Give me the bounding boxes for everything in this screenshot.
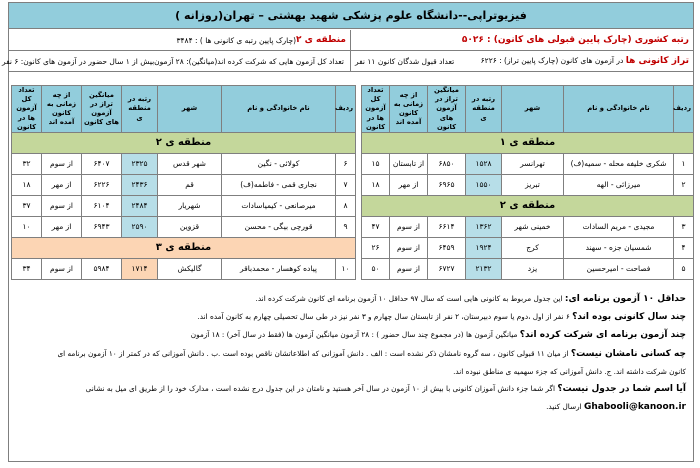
row-name: شمسیان جزه - سهند <box>564 237 674 258</box>
row-avg: ۶۱۰۴ <box>82 195 122 216</box>
header-count: تعداد کل آزمون ها در کانون <box>362 86 390 133</box>
note-q5: آیا اسم شما در جدول نیست؟ <box>557 384 686 395</box>
region2-heading: منطقه ی ۲ <box>362 195 694 216</box>
row-rank: ۱۳۶۲ <box>466 216 502 237</box>
row-name: شکری خلیفه محله - سمیه(ف) <box>564 153 674 174</box>
row-city: تهرانسر <box>502 153 564 174</box>
header-rank: رتبه در منطقه ی <box>466 86 502 133</box>
region2-heading: منطقه ی ۲ <box>12 132 356 153</box>
header-name: نام خانوادگی و نام <box>222 86 336 133</box>
row-since: از سوم <box>390 258 428 279</box>
header-count: تعداد کل آزمون ها در کانون <box>12 86 42 133</box>
stat-region2-rank <box>9 30 351 51</box>
note-q2: چند سال کانونی بوده اند؟ <box>572 312 686 323</box>
row-since: از تابستان <box>390 153 428 174</box>
row-count: ۲۶ <box>362 237 390 258</box>
row-count: ۱۸ <box>362 174 390 195</box>
row-avg: ۶۴۰۷ <box>82 153 122 174</box>
row-no: ۷ <box>336 174 356 195</box>
note-email-line <box>6 398 686 416</box>
row-avg: ۶۹۴۳ <box>82 216 122 237</box>
row-count: ۳۴ <box>12 258 42 279</box>
row-name: پیاده کوهسار - محمدباقر <box>222 258 336 279</box>
row-rank: ۱۹۲۴ <box>466 237 502 258</box>
header-rank: رتبه در منطقه ی <box>122 86 158 133</box>
stat-national-rank <box>351 30 693 51</box>
row-city: شهر قدس <box>158 153 222 174</box>
note-min-exams <box>6 290 686 308</box>
region2-label: منطقه ی ۲ <box>296 35 346 45</box>
row-city: قم <box>158 174 222 195</box>
header-city: شهر <box>502 86 564 133</box>
header-since: از چه زمانی به کانون آمده اند <box>42 86 82 133</box>
note-a2: ۶ نفر از اول ،دوم یا سوم دبیرستان، ۲ نفر از تابستان سال چهارم و ۳ نفر نیز در طی سال تحصیلی چهارم به کانون آمده اند. <box>197 312 573 322</box>
row-city: شهریار <box>158 195 222 216</box>
row-since: از مهر <box>42 216 82 237</box>
region2-rank-text: (چارک پایین رتبه ی کانونی ها ) : ۳۴۸۴ <box>176 35 297 45</box>
note-a5b: ارسال کنید. <box>546 402 584 412</box>
row-rank: ۱۵۲۸ <box>466 153 502 174</box>
stat-averages <box>1 51 351 72</box>
row-name: میرصانعی - کیمیاسادات <box>222 195 336 216</box>
row-avg: ۶۷۲۷ <box>428 258 466 279</box>
row-since: از سوم <box>42 195 82 216</box>
row-since: از سوم <box>42 153 82 174</box>
note-missing <box>6 345 686 363</box>
row-avg: ۶۴۵۹ <box>428 237 466 258</box>
row-city: یزد <box>502 258 564 279</box>
left-table <box>11 85 356 280</box>
row-city: قزوین <box>158 216 222 237</box>
note-a1: این جدول مربوط به کانونی هایی است که سال ۹۷ حداقل ۱۰ آزمون برنامه ای کانون شرکت کرده اند. <box>255 294 565 303</box>
accepted-count-text: تعداد قبول شدگان کانون ۱۱ نفر <box>355 56 455 66</box>
row-name: نجاری قمی - فاطمه(ف) <box>222 174 336 195</box>
row-city: کرج <box>502 237 564 258</box>
right-table-header <box>362 86 694 133</box>
row-city: گالیکش <box>158 258 222 279</box>
note-years <box>6 308 686 326</box>
row-no: ۴ <box>674 237 694 258</box>
header-avg: میانگین تراز در آزمون های کانون <box>82 86 122 133</box>
row-since: از سوم <box>390 237 428 258</box>
header-name: نام خانوادگی و نام <box>564 86 674 133</box>
row-since: از مهر <box>42 174 82 195</box>
row-avg: ۶۸۵۰ <box>428 153 466 174</box>
header-row: ردیف <box>674 86 694 133</box>
avg-exams-text: تعداد کل آزمون هایی که شرکت کرده اند(میانگین): ۲۸ آزمون <box>154 56 344 66</box>
table-row <box>362 174 694 195</box>
row-since: از مهر <box>390 174 428 195</box>
note-exam-count <box>6 326 686 344</box>
header-city: شهر <box>158 86 222 133</box>
row-no: ۵ <box>674 258 694 279</box>
row-rank: ۲۵۹۰ <box>122 216 158 237</box>
note-q1: حداقل ۱۰ آزمون برنامه ای: <box>564 294 686 304</box>
row-rank: ۱۷۱۴ <box>122 258 158 279</box>
level-label: تراز کانونی ها <box>625 56 689 66</box>
row-avg: ۶۶۱۴ <box>428 216 466 237</box>
row-name: فصاحت - امیرحسین <box>564 258 674 279</box>
row-count: ۱۰ <box>12 216 42 237</box>
row-rank: ۲۴۸۴ <box>122 195 158 216</box>
notes-section <box>6 290 686 416</box>
over-one-year-text: بیش از ۱ سال حضور در آزمون های کانون: ۶ نفر <box>1 56 155 66</box>
note-not-listed <box>6 380 686 398</box>
row-count: ۱۸ <box>12 174 42 195</box>
region3-heading: منطقه ی ۳ <box>12 237 356 258</box>
table-row <box>12 258 356 279</box>
row-count: ۳۷ <box>12 195 42 216</box>
row-rank: ۲۴۳۶ <box>122 174 158 195</box>
level-text: در آزمون های کانون (چارک پایین تراز) : ۶۲۲۶ <box>480 56 626 65</box>
row-no: ۶ <box>336 153 356 174</box>
row-name: کولائی - نگین <box>222 153 336 174</box>
row-rank: ۱۵۵۰ <box>466 174 502 195</box>
national-rank-text: رتبه کشوری (چارک پایین قبولی های کانون) : ۵۰۲۶ <box>461 35 689 45</box>
row-no: ۱ <box>674 153 694 174</box>
row-count: ۱۵ <box>362 153 390 174</box>
table-row <box>362 237 694 258</box>
row-no: ۹ <box>336 216 356 237</box>
table-row <box>12 195 356 216</box>
row-no: ۱۰ <box>336 258 356 279</box>
region1-heading: منطقه ی ۱ <box>362 132 694 153</box>
table-row <box>12 216 356 237</box>
header-since: از چه زمانی به کانون آمده اند <box>390 86 428 133</box>
note-a5: اگر شما جزء دانش آموزان کانونی با بیش از ۱۰ آزمون در سال آخر هستید و نامتان در این جدول درج نشده است ، مدارک خود را از طریق ای میل به نشانی <box>85 384 558 394</box>
table-row <box>362 216 694 237</box>
row-no: ۳ <box>674 216 694 237</box>
note-missing-cont: کانون شرکت داشته اند. ج. دانش آموزانی که جزء سهمیه ی مناطق نبوده اند. <box>453 366 686 376</box>
row-avg: ۶۲۲۶ <box>82 174 122 195</box>
table-row <box>12 153 356 174</box>
note-q3: چند آزمون برنامه ای شرکت کرده اند؟ <box>519 330 686 341</box>
table-row <box>12 174 356 195</box>
row-no: ۲ <box>674 174 694 195</box>
note-q4: چه کسانی نامشان نیست؟ <box>570 348 686 359</box>
page-title: فیزیوتراپی--دانشگاه علوم پزشکی شهید بهشتی – تهران(روزانه ) <box>9 3 693 29</box>
stat-level <box>351 51 693 72</box>
row-no: ۸ <box>336 195 356 216</box>
table-row <box>362 258 694 279</box>
table-row <box>362 153 694 174</box>
row-count: ۵۰ <box>362 258 390 279</box>
row-rank: ۲۳۲۵ <box>122 153 158 174</box>
level-wrap <box>481 56 689 66</box>
row-since: از سوم <box>390 216 428 237</box>
right-table <box>361 85 694 280</box>
note-a4: از میان ۱۱ قبولی کانون ، سه گروه نامشان ذکر نشده است : الف . دانش آموزانی که اطلاعاتشان ناقص بوده است .ب . دانش آموزانی که در کمتر از ۱۰ آزمون برنامه ای <box>57 348 571 358</box>
header-avg: میانگین تراز در آزمون های کانون <box>428 86 466 133</box>
note-a3: میانگین آزمون ها (در مجموع چند سال حضور ) : ۲۸ آزمون میانگین آزمون ها (فقط در سال آخر) : ۱۸ آزمون <box>190 330 520 340</box>
row-name: مجیدی - مریم السادات <box>564 216 674 237</box>
row-count: ۳۲ <box>12 153 42 174</box>
email-link[interactable]: Ghabooli@kanoon.ir <box>583 402 686 413</box>
row-since: از سوم <box>42 258 82 279</box>
row-city: خمینی شهر <box>502 216 564 237</box>
left-table-header <box>12 86 356 133</box>
header-row: ردیف <box>336 86 356 133</box>
row-name: میرزائی - الهه <box>564 174 674 195</box>
row-city: تبریز <box>502 174 564 195</box>
row-name: قورچی بیگی - محسن <box>222 216 336 237</box>
row-avg: ۵۹۸۴ <box>82 258 122 279</box>
row-avg: ۶۹۶۵ <box>428 174 466 195</box>
row-rank: ۲۱۳۲ <box>466 258 502 279</box>
row-count: ۴۷ <box>362 216 390 237</box>
